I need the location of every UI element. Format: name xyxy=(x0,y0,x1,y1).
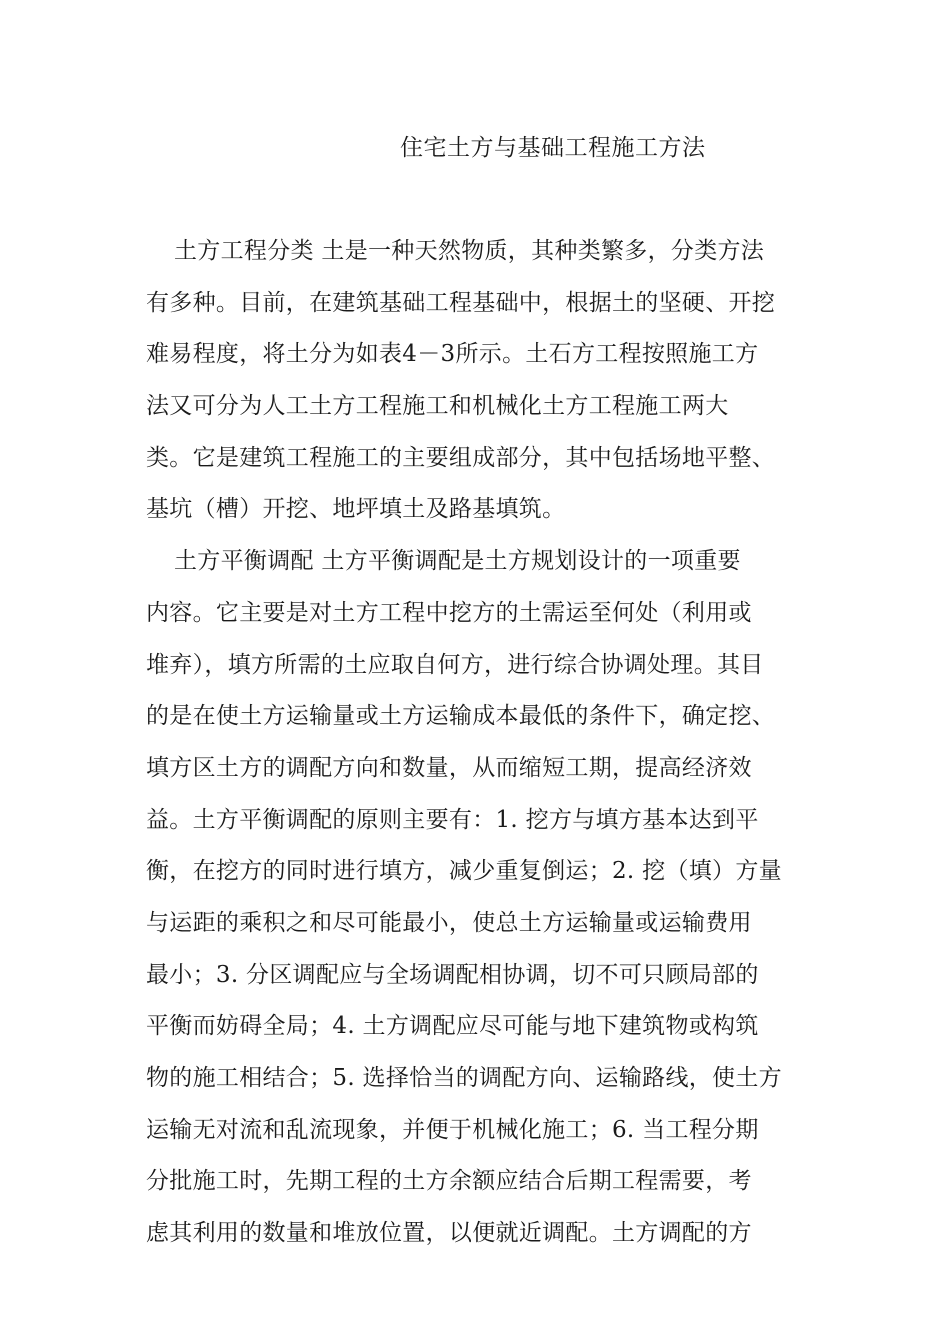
document-title: 住宅土方与基础工程施工方法 xyxy=(400,135,706,161)
paragraph-line: 与运距的乘积之和尽可能最小，使总土方运输量或运输费用 xyxy=(146,909,752,936)
paragraph-line: 物的施工相结合；5. 选择恰当的调配方向、运输路线，使土方 xyxy=(146,1065,782,1091)
paragraph-line: 平衡而妨碍全局；4. 土方调配应尽可能与地下建筑物或构筑 xyxy=(146,1013,759,1040)
paragraph-earthwork-balance xyxy=(146,536,806,1260)
paragraph-earthwork-classification xyxy=(146,226,806,536)
paragraph-line: 堆弃），填方所需的土应取自何方，进行综合协调处理。其目 xyxy=(146,651,764,678)
paragraph-line: 基坑（槽）开挖、地坪填土及路基填筑。 xyxy=(146,496,566,523)
paragraph-line: 土方工程分类 土是一种天然物质，其种类繁多，分类方法 xyxy=(174,238,765,264)
paragraph-line: 内容。它主要是对土方工程中挖方的土需运至何处（利用或 xyxy=(146,599,752,626)
paragraph-line: 最小；3. 分区调配应与全场调配相协调，切不可只顾局部的 xyxy=(146,961,759,988)
paragraph-line: 法又可分为人工土方工程施工和机械化土方工程施工两大 xyxy=(146,393,729,420)
paragraph-line: 填方区土方的调配方向和数量，从而缩短工期，提高经济效 xyxy=(146,754,752,781)
paragraph-line: 虑其利用的数量和堆放位置，以便就近调配。土方调配的方 xyxy=(146,1220,752,1247)
paragraph-line: 土方平衡调配 土方平衡调配是土方规划设计的一项重要 xyxy=(174,548,741,575)
paragraph-line: 有多种。目前，在建筑基础工程基础中，根据土的坚硬、开挖 xyxy=(146,289,776,316)
paragraph-line: 衡，在挖方的同时进行填方，减少重复倒运；2. 挖（填）方量 xyxy=(146,858,782,885)
paragraph-line: 分批施工时，先期工程的土方余额应结合后期工程需要，考 xyxy=(146,1168,752,1195)
paragraph-line: 运输无对流和乱流现象，并便于机械化施工；6. 当工程分期 xyxy=(146,1116,759,1143)
document-body xyxy=(146,226,806,1260)
paragraph-line: 难易程度，将土分为如表4－3所示。土石方工程按照施工方 xyxy=(146,341,759,368)
paragraph-line: 类。它是建筑工程施工的主要组成部分，其中包括场地平整、 xyxy=(146,444,776,471)
paragraph-line: 的是在使土方运输量或土方运输成本最低的条件下，确定挖、 xyxy=(146,703,776,730)
paragraph-line: 益。土方平衡调配的原则主要有：1. 挖方与填方基本达到平 xyxy=(146,806,759,833)
